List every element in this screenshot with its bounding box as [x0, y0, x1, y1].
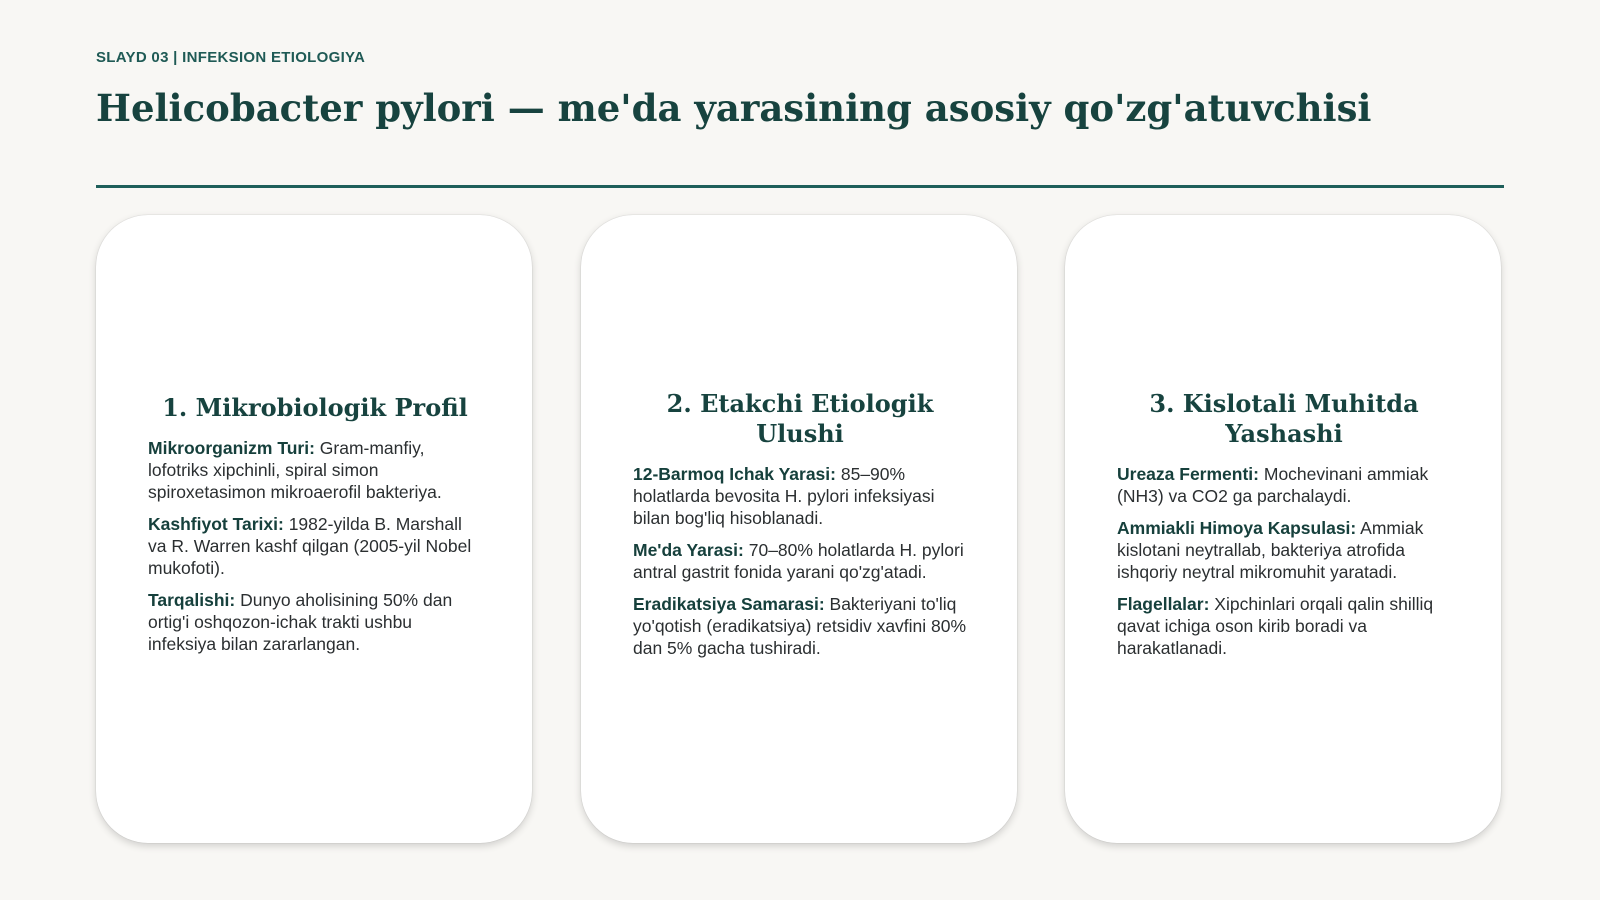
card-heading: 1. Mikrobiologik Profil	[162, 393, 468, 422]
item-text: Mochevinani ammiak (NH3) va CO2 ga parchalaydi.	[1117, 464, 1429, 506]
slide-kicker: SLAYD 03 | INFEKSION ETIOLOGIYA	[96, 49, 366, 66]
card-item	[633, 539, 967, 583]
item-label: Tarqalishi:	[148, 590, 236, 610]
card-heading: 3. Kislotali Muhitda Yashashi	[1149, 389, 1419, 448]
card-item	[1117, 517, 1451, 583]
card-microbiology-profile	[96, 215, 532, 843]
item-label: Me'da Yarasi:	[633, 540, 744, 560]
item-label: Eradikatsiya Samarasi:	[633, 594, 825, 614]
card-item	[148, 589, 482, 655]
card-item	[148, 513, 482, 579]
item-text: Bakteriyani to'liq yo'qotish (eradikatsiya) retsidiv xavfini 80% dan 5% gacha tushiradi.	[633, 594, 967, 658]
title-divider	[96, 185, 1504, 188]
item-text: Gram-manfiy, lofotriks xipchinli, spiral simon spiroxetasimon mikroaerofil bakteriya.	[148, 438, 442, 502]
card-heading: 2. Etakchi Etiologik Ulushi	[666, 389, 934, 448]
item-text: 1982-yilda B. Marshall va R. Warren kashf qilgan (2005-yil Nobel mukofoti).	[148, 514, 472, 578]
item-label: Flagellalar:	[1117, 594, 1210, 614]
item-text: Dunyo aholisining 50% dan ortig'i oshqozon-ichak trakti ushbu infeksiya bilan zararlangan.	[148, 590, 453, 654]
item-label: Kashfiyot Tarixi:	[148, 514, 284, 534]
slide-title: Helicobacter pylori — me'da yarasining asosiy qo'zg'atuvchisi	[96, 86, 1372, 130]
item-label: Mikroorganizm Turi:	[148, 438, 315, 458]
item-text: 85–90% holatlarda bevosita H. pylori infeksiyasi bilan bog'liq hisoblanadi.	[633, 464, 935, 528]
item-text: 70–80% holatlarda H. pylori antral gastrit fonida yarani qo'zg'atadi.	[633, 540, 964, 582]
card-item	[633, 593, 967, 659]
card-item	[148, 437, 482, 503]
card-etiological-share	[581, 215, 1017, 843]
item-label: Ammiakli Himoya Kapsulasi:	[1117, 518, 1357, 538]
card-item	[1117, 593, 1451, 659]
item-label: 12-Barmoq Ichak Yarasi:	[633, 464, 836, 484]
item-text: Xipchinlari orqali qalin shilliq qavat ichiga oson kirib boradi va harakatlanadi.	[1117, 594, 1434, 658]
card-item	[633, 463, 967, 529]
item-label: Ureaza Fermenti:	[1117, 464, 1259, 484]
card-acid-survival	[1065, 215, 1501, 843]
item-text: Ammiak kislotani neytrallab, bakteriya atrofida ishqoriy neytral mikromuhit yaratadi.	[1117, 518, 1424, 582]
card-item	[1117, 463, 1451, 507]
